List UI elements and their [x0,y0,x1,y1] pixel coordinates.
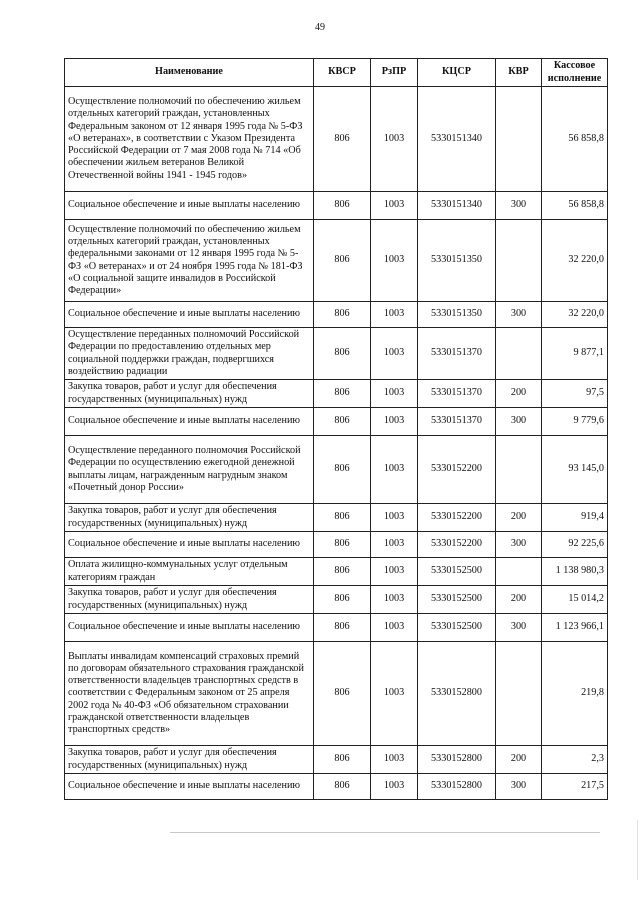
row-kvsr: 806 [314,302,371,328]
row-name: Осуществление переданных полномочий Российской Федерации по предоставлению отдельных мер социальной поддержки граждан, подвергшихся воздействию радиации [65,328,314,380]
row-amount: 97,5 [542,380,608,408]
row-kvsr: 806 [314,220,371,302]
row-rzpr: 1003 [371,586,418,614]
row-kvr [496,558,542,586]
row-rzpr: 1003 [371,746,418,774]
row-kcsr: 5330152200 [418,532,496,558]
budget-table [64,58,608,800]
row-amount: 32 220,0 [542,220,608,302]
table-row [65,586,608,614]
row-kcsr: 5330152500 [418,558,496,586]
row-rzpr: 1003 [371,328,418,380]
row-amount: 1 123 966,1 [542,614,608,642]
row-kvr: 200 [496,586,542,614]
row-name: Закупка товаров, работ и услуг для обеспечения государственных (муниципальных) нужд [65,380,314,408]
row-name: Осуществление переданного полномочия Российской Федерации по осуществлению ежегодной денежной выплаты лицам, награжденным нагрудным знаком «Почетный донор России» [65,436,314,504]
row-name: Закупка товаров, работ и услуг для обеспечения государственных (муниципальных) нужд [65,504,314,532]
column-header-rzpr: РзПР [371,59,418,87]
row-kcsr: 5330151340 [418,192,496,220]
row-kvr: 300 [496,302,542,328]
table-row [65,408,608,436]
row-kvsr: 806 [314,380,371,408]
column-header-kvsr: КВСР [314,59,371,87]
row-name: Социальное обеспечение и иные выплаты населению [65,774,314,800]
row-name: Закупка товаров, работ и услуг для обеспечения государственных (муниципальных) нужд [65,746,314,774]
row-name: Выплаты инвалидам компенсаций страховых премий по договорам обязательного страхования гражданской ответственности владельцев транспортных средств в соответствии с Федеральным законом от 25 апреля 2002 года № 40-ФЗ «Об обязательном страховании гражданской ответственности владельцев транспортных средств» [65,642,314,746]
row-kvsr: 806 [314,586,371,614]
table-row [65,436,608,504]
row-kcsr: 5330152200 [418,504,496,532]
table-row [65,504,608,532]
row-kvsr: 806 [314,504,371,532]
table-row [65,87,608,192]
table-row [65,532,608,558]
row-name: Социальное обеспечение и иные выплаты населению [65,614,314,642]
row-kvsr: 806 [314,408,371,436]
row-amount: 92 225,6 [542,532,608,558]
row-rzpr: 1003 [371,504,418,532]
row-rzpr: 1003 [371,614,418,642]
row-kvsr: 806 [314,436,371,504]
table-row [65,380,608,408]
row-kvsr: 806 [314,746,371,774]
row-rzpr: 1003 [371,774,418,800]
row-amount: 217,5 [542,774,608,800]
row-rzpr: 1003 [371,408,418,436]
row-rzpr: 1003 [371,642,418,746]
row-kvr: 300 [496,532,542,558]
column-header-amount: Кассовое исполнение [542,59,608,87]
row-kcsr: 5330152500 [418,586,496,614]
row-kvr [496,642,542,746]
row-kvr: 300 [496,192,542,220]
row-kcsr: 5330151350 [418,302,496,328]
row-kcsr: 5330151370 [418,328,496,380]
table-row [65,614,608,642]
row-kvr [496,436,542,504]
row-kvr: 300 [496,614,542,642]
row-rzpr: 1003 [371,302,418,328]
row-amount: 219,8 [542,642,608,746]
row-rzpr: 1003 [371,87,418,192]
table-row [65,302,608,328]
row-kcsr: 5330151350 [418,220,496,302]
table-row [65,192,608,220]
row-rzpr: 1003 [371,436,418,504]
row-name: Оплата жилищно-коммунальных услуг отдельным категориям граждан [65,558,314,586]
row-kvsr: 806 [314,558,371,586]
scan-artifact-edge [637,820,638,880]
row-amount: 919,4 [542,504,608,532]
row-kvsr: 806 [314,328,371,380]
column-header-name: Наименование [65,59,314,87]
row-name: Закупка товаров, работ и услуг для обеспечения государственных (муниципальных) нужд [65,586,314,614]
row-kvsr: 806 [314,774,371,800]
row-kvr [496,87,542,192]
row-kcsr: 5330151340 [418,87,496,192]
row-name: Осуществление полномочий по обеспечению жильем отдельных категорий граждан, установленных Федеральным законом от 12 января 1995 года № 5-ФЗ «О ветеранах», в соответствии с Указом Президента Российской Федерации от 7 мая 2008 года № 714 «Об обеспечении жильем ветеранов Великой Отечественной войны 1941 - 1945 годов» [65,87,314,192]
row-name: Социальное обеспечение и иные выплаты населению [65,532,314,558]
row-rzpr: 1003 [371,380,418,408]
row-kcsr: 5330152800 [418,746,496,774]
table-row [65,642,608,746]
row-amount: 9 877,1 [542,328,608,380]
row-rzpr: 1003 [371,220,418,302]
row-amount: 56 858,8 [542,192,608,220]
table-row [65,558,608,586]
row-kvr: 200 [496,746,542,774]
row-kvsr: 806 [314,532,371,558]
row-amount: 56 858,8 [542,87,608,192]
row-kcsr: 5330152800 [418,774,496,800]
table-row [65,328,608,380]
row-kvr: 200 [496,504,542,532]
row-kvr [496,220,542,302]
row-name: Социальное обеспечение и иные выплаты населению [65,408,314,436]
table-row [65,220,608,302]
scan-artifact-line [170,832,600,833]
row-kvsr: 806 [314,642,371,746]
row-kvsr: 806 [314,192,371,220]
row-amount: 32 220,0 [542,302,608,328]
row-kvr: 200 [496,380,542,408]
column-header-kvr: КВР [496,59,542,87]
row-name: Социальное обеспечение и иные выплаты населению [65,302,314,328]
row-rzpr: 1003 [371,192,418,220]
row-kvr: 300 [496,408,542,436]
row-amount: 1 138 980,3 [542,558,608,586]
row-kvr [496,328,542,380]
row-kvr: 300 [496,774,542,800]
column-header-kcsr: КЦСР [418,59,496,87]
row-amount: 2,3 [542,746,608,774]
row-kvsr: 806 [314,614,371,642]
row-amount: 15 014,2 [542,586,608,614]
row-kcsr: 5330152800 [418,642,496,746]
row-amount: 93 145,0 [542,436,608,504]
row-kvsr: 806 [314,87,371,192]
row-kcsr: 5330151370 [418,408,496,436]
row-name: Социальное обеспечение и иные выплаты населению [65,192,314,220]
row-rzpr: 1003 [371,558,418,586]
table-row [65,774,608,800]
row-rzpr: 1003 [371,532,418,558]
row-name: Осуществление полномочий по обеспечению жильем отдельных категорий граждан, установленных федеральными законами от 12 января 1995 года № 5-ФЗ «О ветеранах» и от 24 ноября 1995 года № 181-ФЗ «О социальной защите инвалидов в Российской Федерации» [65,220,314,302]
row-kcsr: 5330152500 [418,614,496,642]
row-kcsr: 5330152200 [418,436,496,504]
row-kcsr: 5330151370 [418,380,496,408]
table-row [65,746,608,774]
table-header-row [65,59,608,87]
row-amount: 9 779,6 [542,408,608,436]
page-number: 49 [315,22,325,33]
